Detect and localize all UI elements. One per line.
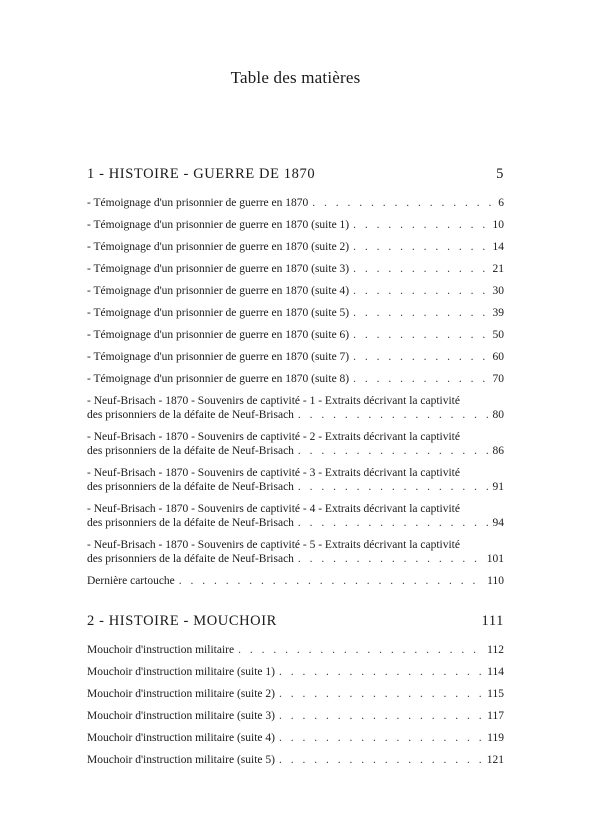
toc-entry-line [87, 284, 504, 298]
dot-leader [312, 196, 496, 210]
toc-entry-title: - Témoignage d'un prisonnier de guerre en 1870 [87, 197, 309, 209]
toc-section-mouchoir [87, 613, 504, 775]
toc-entries [87, 643, 504, 775]
toc-entry-line [87, 731, 504, 745]
dot-leader [279, 687, 485, 701]
section-heading-page: 111 [481, 613, 504, 629]
toc-entry[interactable] [87, 466, 504, 494]
toc-entry-title: Dernière cartouche [87, 575, 175, 587]
toc-entry-line [87, 516, 504, 530]
toc-entry[interactable] [87, 394, 504, 422]
toc-entry-page-number: 21 [492, 263, 504, 275]
dot-leader [279, 665, 485, 679]
dot-leader [353, 262, 490, 276]
toc-entry-page-number: 110 [487, 575, 504, 587]
dot-leader [298, 408, 491, 422]
toc-entry-line [87, 444, 504, 458]
toc-entry-line [87, 240, 504, 254]
toc-entry-title: - Témoignage d'un prisonnier de guerre en 1870 (suite 5) [87, 307, 350, 319]
dot-leader [298, 552, 485, 566]
toc-entry[interactable] [87, 196, 504, 210]
toc-entry[interactable] [87, 574, 504, 588]
toc-entry-page-number: 121 [486, 754, 504, 766]
toc-entry[interactable] [87, 709, 504, 723]
dot-leader [353, 218, 490, 232]
page-title: Table des matières [230, 68, 361, 87]
dot-leader [238, 643, 485, 657]
dot-leader [279, 731, 485, 745]
toc-entry-line [87, 262, 504, 276]
dot-leader [279, 753, 485, 767]
toc-entry-line [87, 372, 504, 386]
toc-section-guerre-1870 [87, 166, 504, 596]
toc-entry-line [87, 480, 504, 494]
toc-entry-line [87, 328, 504, 342]
toc-entry[interactable] [87, 687, 504, 701]
toc-entry-title: Mouchoir d'instruction militaire (suite 5) [87, 754, 275, 766]
toc-entry-page-number: 91 [492, 481, 504, 493]
toc-entry[interactable] [87, 538, 504, 566]
toc-entry-line [87, 687, 504, 701]
dot-leader [279, 709, 485, 723]
toc-entry-title: - Témoignage d'un prisonnier de guerre en 1870 (suite 6) [87, 329, 350, 341]
toc-entry[interactable] [87, 218, 504, 232]
dot-leader [298, 444, 491, 458]
toc-entry-title: Mouchoir d'instruction militaire (suite 1) [87, 666, 275, 678]
toc-entry-line [87, 709, 504, 723]
dot-leader [353, 306, 490, 320]
toc-entry-line [87, 306, 504, 320]
toc-entry-page-number: 10 [492, 219, 504, 231]
toc-entry[interactable] [87, 643, 504, 657]
toc-entry-page-number: 112 [487, 644, 504, 656]
toc-entry-title: - Témoignage d'un prisonnier de guerre en 1870 (suite 8) [87, 373, 350, 385]
section-heading[interactable] [87, 613, 504, 630]
toc-entry-title: - Témoignage d'un prisonnier de guerre en 1870 (suite 4) [87, 285, 350, 297]
toc-entry[interactable] [87, 284, 504, 298]
toc-entry-line [87, 408, 504, 422]
toc-entry[interactable] [87, 372, 504, 386]
toc-entry[interactable] [87, 753, 504, 767]
toc-entry-line [87, 665, 504, 679]
toc-entry-line [87, 196, 504, 210]
toc-entry-page-number: 60 [492, 351, 504, 363]
toc-entry-title: Mouchoir d'instruction militaire (suite 3) [87, 710, 275, 722]
toc-entry-title-line1: - Neuf-Brisach - 1870 - Souvenirs de captivité - 2 - Extraits décrivant la captivité [87, 431, 460, 443]
dot-leader [179, 574, 485, 588]
toc-entry[interactable] [87, 262, 504, 276]
toc-entry-title: des prisonniers de la défaite de Neuf-Brisach [87, 409, 294, 421]
toc-entry-page-number: 114 [487, 666, 504, 678]
toc-entry-page-number: 117 [487, 710, 504, 722]
toc-entry-title-line1: - Neuf-Brisach - 1870 - Souvenirs de captivité - 1 - Extraits décrivant la captivité [87, 395, 460, 407]
section-heading[interactable] [87, 166, 504, 183]
toc-entry[interactable] [87, 306, 504, 320]
dot-leader [353, 284, 490, 298]
toc-entry-line [87, 574, 504, 588]
toc-entry-page-number: 30 [492, 285, 504, 297]
toc-entry[interactable] [87, 502, 504, 530]
toc-entry-line [87, 753, 504, 767]
toc-entry-page-number: 6 [498, 197, 504, 209]
toc-entry-page-number: 94 [492, 517, 504, 529]
dot-leader [298, 516, 491, 530]
toc-entry-page-number: 14 [492, 241, 504, 253]
toc-entry-title: des prisonniers de la défaite de Neuf-Brisach [87, 481, 294, 493]
toc-entry[interactable] [87, 731, 504, 745]
toc-entry-page-number: 115 [487, 688, 504, 700]
toc-entry-title: des prisonniers de la défaite de Neuf-Brisach [87, 517, 294, 529]
toc-entry-page-number: 119 [487, 732, 504, 744]
toc-entry-title: Mouchoir d'instruction militaire [87, 644, 235, 656]
toc-entry-title: Mouchoir d'instruction militaire (suite 2) [87, 688, 275, 700]
toc-entry[interactable] [87, 328, 504, 342]
toc-entry-title: - Témoignage d'un prisonnier de guerre en 1870 (suite 7) [87, 351, 350, 363]
toc-entry-page-number: 50 [492, 329, 504, 341]
section-heading-text: 2 - HISTOIRE - MOUCHOIR [87, 613, 277, 629]
toc-entry-title-line1: - Neuf-Brisach - 1870 - Souvenirs de captivité - 5 - Extraits décrivant la captivité [87, 539, 460, 551]
toc-entry-title: - Témoignage d'un prisonnier de guerre en 1870 (suite 1) [87, 219, 350, 231]
toc-entry-page-number: 70 [492, 373, 504, 385]
toc-entry-title: Mouchoir d'instruction militaire (suite 4) [87, 732, 275, 744]
toc-entry[interactable] [87, 240, 504, 254]
toc-entry-title-line1: - Neuf-Brisach - 1870 - Souvenirs de captivité - 3 - Extraits décrivant la captivité [87, 467, 460, 479]
toc-entry-title: des prisonniers de la défaite de Neuf-Brisach [87, 445, 294, 457]
toc-entry[interactable] [87, 350, 504, 364]
toc-entry-title-line1: - Neuf-Brisach - 1870 - Souvenirs de captivité - 4 - Extraits décrivant la captivité [87, 503, 460, 515]
section-heading-page: 5 [496, 166, 504, 182]
toc-entry-page-number: 101 [486, 553, 504, 565]
toc-entry-page-number: 86 [492, 445, 504, 457]
section-heading-text: 1 - HISTOIRE - GUERRE DE 1870 [87, 166, 316, 182]
dot-leader [353, 328, 490, 342]
toc-entry[interactable] [87, 665, 504, 679]
toc-entry-line [87, 552, 504, 566]
toc-entry-title: - Témoignage d'un prisonnier de guerre en 1870 (suite 2) [87, 241, 350, 253]
toc-entry-title: - Témoignage d'un prisonnier de guerre en 1870 (suite 3) [87, 263, 350, 275]
toc-entry-page-number: 39 [492, 307, 504, 319]
dot-leader [298, 480, 491, 494]
dot-leader [353, 350, 490, 364]
toc-entry-line [87, 218, 504, 232]
dot-leader [353, 240, 490, 254]
toc-entry-page-number: 80 [492, 409, 504, 421]
toc-entry-title: des prisonniers de la défaite de Neuf-Brisach [87, 553, 294, 565]
dot-leader [353, 372, 490, 386]
toc-entry[interactable] [87, 430, 504, 458]
toc-entry-line [87, 350, 504, 364]
toc-entries [87, 196, 504, 596]
toc-entry-line [87, 643, 504, 657]
